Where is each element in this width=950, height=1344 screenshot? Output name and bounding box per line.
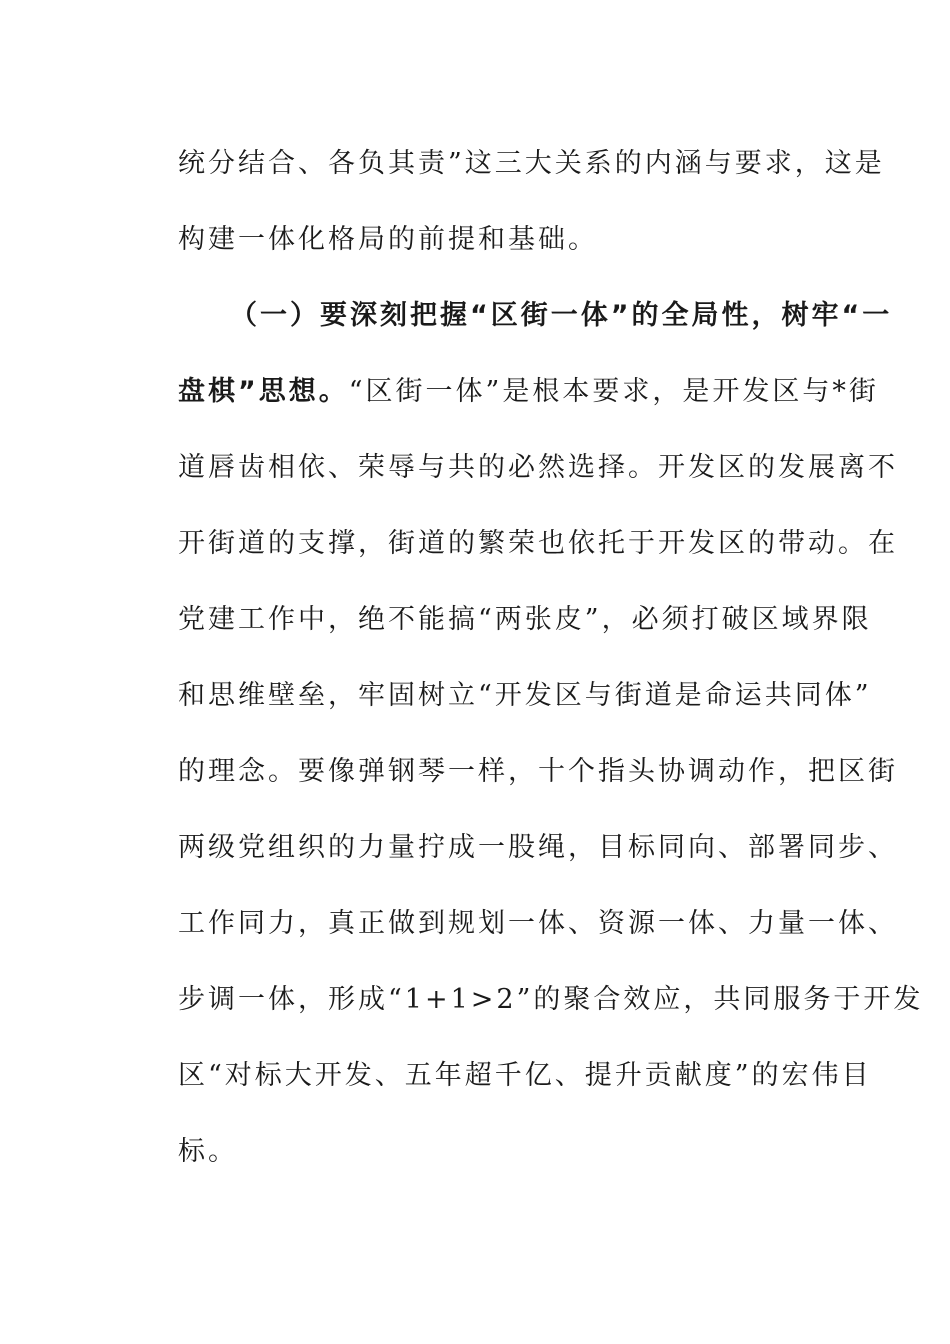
section-heading-continued: 盘棋” — [178, 376, 259, 407]
text-line: 两级党组织的力量拧成一股绳，目标同向、部署同步、 — [178, 832, 898, 863]
text-fragment: “区街一体”是根本要求，是开发区与*街 — [348, 376, 879, 407]
text-line: 党建工作中，绝不能搞“两张皮”，必须打破区域界限 — [178, 604, 872, 635]
text-line: 标。 — [178, 1136, 238, 1167]
text-line: 步调一体，形成“1+1>2”的聚合效应，共同服务于开发 — [178, 984, 924, 1015]
text-line: 区“对标大开发、五年超千亿、提升贡献度”的宏伟目 — [178, 1060, 872, 1091]
text-line: 开街道的支撑，街道的繁荣也依托于开发区的带动。在 — [178, 528, 898, 559]
text-line — [178, 354, 879, 430]
body-text — [178, 126, 924, 1190]
text-line: 构建一体化格局的前提和基础。 — [178, 224, 598, 255]
text-line: 和思维壁垒，牢固树立“开发区与街道是命运共同体” — [178, 680, 872, 711]
section-heading-tail: 思想。 — [258, 376, 349, 407]
section-heading: （一）要深刻把握“区街一体”的全局性，树牢“一 — [230, 300, 893, 331]
text-line: 统分结合、各负其责”这三大关系的内涵与要求，这是 — [178, 148, 885, 179]
text-line: 的理念。要像弹钢琴一样，十个指头协调动作，把区街 — [178, 756, 898, 787]
text-line: 道唇齿相依、荣辱与共的必然选择。开发区的发展离不 — [178, 452, 898, 483]
text-line: 工作同力，真正做到规划一体、资源一体、力量一体、 — [178, 908, 898, 939]
